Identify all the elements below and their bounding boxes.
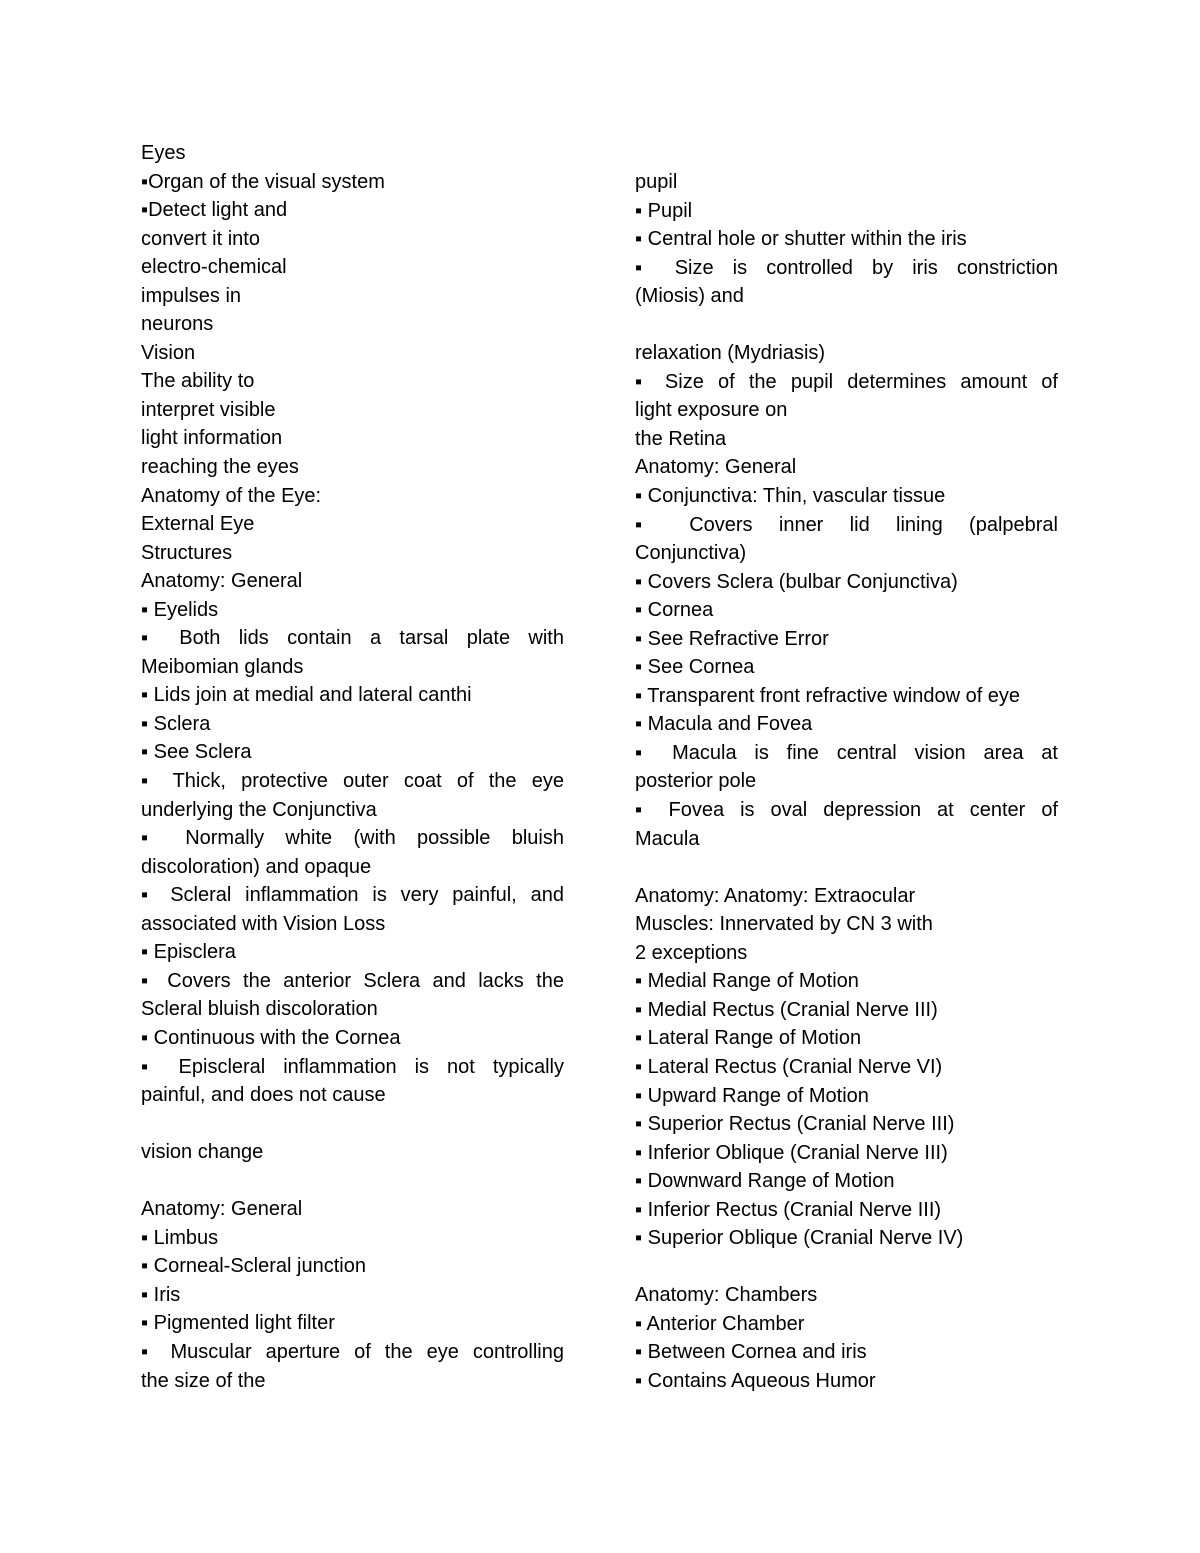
text-line: neurons bbox=[141, 313, 214, 336]
text-line: Scleral bluish discoloration bbox=[141, 998, 378, 1021]
text-line: Muscles: Innervated by CN 3 with bbox=[635, 913, 933, 936]
text-line: ▪ Between Cornea and iris bbox=[635, 1341, 867, 1364]
text-line: vision change bbox=[141, 1141, 264, 1164]
text-line: ▪ See Refractive Error bbox=[635, 627, 829, 650]
text-line: ▪ See Sclera bbox=[141, 741, 252, 764]
text-line: light exposure on bbox=[635, 399, 788, 422]
text-line: ▪ Iris bbox=[141, 1283, 181, 1306]
text-line: reaching the eyes bbox=[141, 456, 299, 479]
text-line: ▪ Both lids contain a tarsal plate with bbox=[141, 627, 564, 650]
text-line: interpret visible bbox=[141, 398, 276, 421]
text-line: Structures bbox=[141, 541, 233, 564]
text-line: ▪ Episclera bbox=[141, 941, 236, 964]
text-line: ▪ Lateral Rectus (Cranial Nerve VI) bbox=[635, 1055, 943, 1078]
text-line: discoloration) and opaque bbox=[141, 855, 372, 878]
text-line: ▪ Inferior Oblique (Cranial Nerve III) bbox=[635, 1141, 948, 1164]
text-line: ▪Organ of the visual system bbox=[141, 170, 385, 193]
text-line: Macula bbox=[635, 827, 700, 850]
text-line: ▪ Pigmented light filter bbox=[141, 1312, 335, 1335]
text-line: relaxation (Mydriasis) bbox=[635, 342, 826, 365]
text-line: The ability to bbox=[141, 370, 255, 393]
left-text-column bbox=[141, 139, 564, 1395]
text-line: ▪ Medial Range of Motion bbox=[635, 970, 859, 993]
text-line: Anatomy: General bbox=[141, 570, 303, 593]
text-line: ▪ Covers inner lid lining (palpebral bbox=[635, 513, 1058, 536]
text-line: ▪ Limbus bbox=[141, 1226, 219, 1249]
text-line: ▪ Thick, protective outer coat of the eye bbox=[141, 770, 564, 793]
text-line: ▪ Anterior Chamber bbox=[635, 1312, 805, 1335]
text-line: ▪ Inferior Rectus (Cranial Nerve III) bbox=[635, 1198, 942, 1221]
text-line: ▪ See Cornea bbox=[635, 656, 755, 679]
text-line: ▪ Lateral Range of Motion bbox=[635, 1027, 862, 1050]
text-line: ▪ Size of the pupil determines amount of bbox=[635, 370, 1058, 393]
text-line: ▪ Macula is fine central vision area at bbox=[635, 741, 1058, 764]
text-line: Anatomy: General bbox=[635, 456, 797, 479]
text-line: posterior pole bbox=[635, 770, 757, 793]
text-line: ▪ Corneal-Scleral junction bbox=[141, 1255, 366, 1278]
text-line: ▪ Medial Rectus (Cranial Nerve III) bbox=[635, 998, 938, 1021]
blank-line bbox=[141, 1110, 564, 1139]
text-line: Vision bbox=[141, 341, 196, 364]
blank-line bbox=[635, 1253, 1058, 1282]
text-line: electro-chemical bbox=[141, 256, 287, 279]
text-line: the Retina bbox=[635, 427, 727, 450]
text-line: ▪ Scleral inflammation is very painful, and bbox=[141, 884, 564, 907]
text-line: ▪Detect light and bbox=[141, 199, 288, 222]
text-line: Anatomy: Anatomy: Extraocular bbox=[635, 884, 916, 907]
text-line: convert it into bbox=[141, 227, 260, 250]
text-line: ▪ Contains Aqueous Humor bbox=[635, 1369, 876, 1392]
text-line: (Miosis) and bbox=[635, 285, 744, 308]
text-line: ▪ Size is controlled by iris constriction bbox=[635, 256, 1058, 279]
text-line: Conjunctiva) bbox=[635, 542, 747, 565]
text-line: ▪ Upward Range of Motion bbox=[635, 1084, 869, 1107]
text-line: ▪ Lids join at medial and lateral canthi bbox=[141, 684, 472, 707]
text-line: ▪ Conjunctiva: Thin, vascular tissue bbox=[635, 485, 946, 508]
text-line: ▪ Muscular aperture of the eye controlling bbox=[141, 1340, 564, 1363]
text-line: ▪ Superior Rectus (Cranial Nerve III) bbox=[635, 1113, 955, 1136]
text-line: ▪ Sclera bbox=[141, 712, 211, 735]
text-line: ▪ Continuous with the Cornea bbox=[141, 1026, 401, 1049]
right-text-column bbox=[635, 168, 1058, 1396]
text-line: impulses in bbox=[141, 284, 242, 307]
text-line: ▪ Covers the anterior Sclera and lacks the bbox=[141, 969, 564, 992]
text-line: 2 exceptions bbox=[635, 941, 748, 964]
text-line: ▪ Superior Oblique (Cranial Nerve IV) bbox=[635, 1227, 964, 1250]
text-line: light information bbox=[141, 427, 283, 450]
text-line: ▪ Eyelids bbox=[141, 598, 219, 621]
text-line: ▪ Transparent front refractive window of eye bbox=[635, 684, 1021, 707]
text-line: Eyes bbox=[141, 142, 186, 164]
text-line: pupil bbox=[635, 171, 678, 193]
text-line: ▪ Cornea bbox=[635, 599, 714, 622]
text-line: underlying the Conjunctiva bbox=[141, 798, 377, 821]
text-line: ▪ Central hole or shutter within the iris bbox=[635, 228, 967, 251]
text-line: ▪ Pupil bbox=[635, 199, 693, 222]
text-line: associated with Vision Loss bbox=[141, 912, 386, 935]
text-line: Anatomy: General bbox=[141, 1198, 303, 1221]
text-line: Meibomian glands bbox=[141, 655, 304, 678]
blank-line bbox=[635, 311, 1058, 340]
text-line: the size of the bbox=[141, 1369, 266, 1392]
text-line: painful, and does not cause bbox=[141, 1084, 386, 1107]
text-line: ▪ Downward Range of Motion bbox=[635, 1170, 895, 1193]
blank-line bbox=[141, 1167, 564, 1196]
text-line: ▪ Covers Sclera (bulbar Conjunctiva) bbox=[635, 570, 958, 593]
text-line: Anatomy: Chambers bbox=[635, 1284, 818, 1307]
text-line: ▪ Macula and Fovea bbox=[635, 713, 813, 736]
text-line: ▪ Fovea is oval depression at center of bbox=[635, 799, 1058, 822]
text-line: ▪ Normally white (with possible bluish bbox=[141, 827, 564, 850]
text-line: ▪ Episcleral inflammation is not typically bbox=[141, 1055, 564, 1078]
text-line: External Eye bbox=[141, 513, 255, 536]
blank-line bbox=[635, 853, 1058, 882]
text-line: Anatomy of the Eye: bbox=[141, 484, 322, 507]
